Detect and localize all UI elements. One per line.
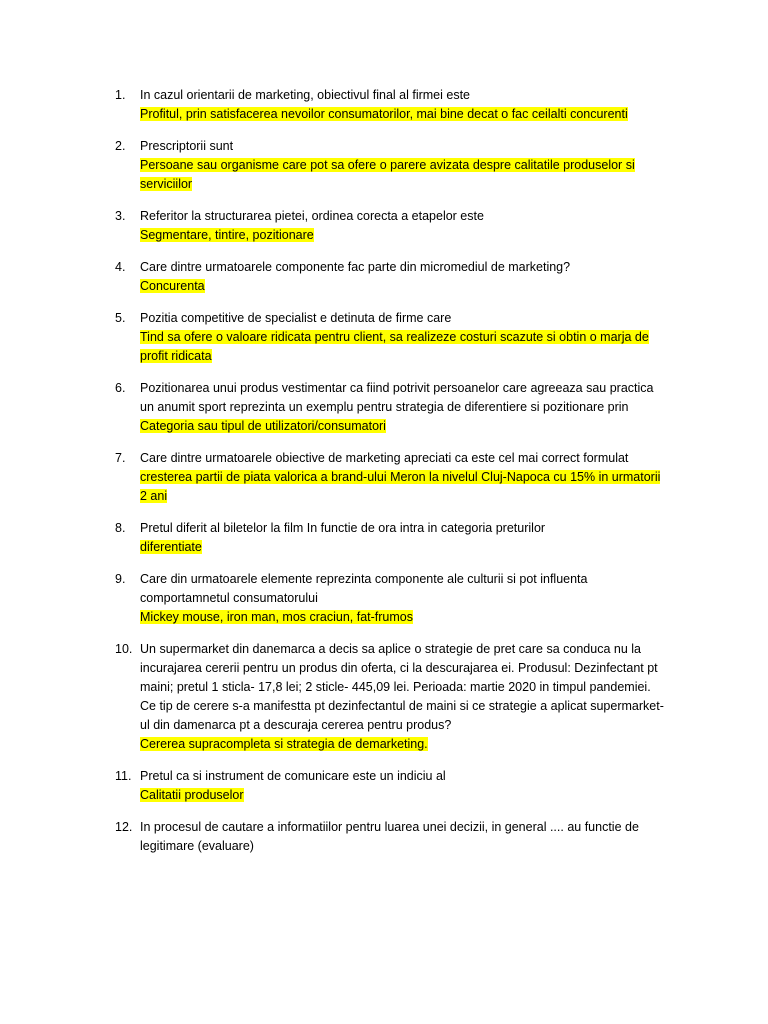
- answer-highlight: Calitatii produselor: [140, 788, 244, 802]
- answer-highlight: Mickey mouse, iron man, mos craciun, fat-frumos: [140, 610, 413, 624]
- item-number: 2.: [115, 139, 126, 153]
- question-text: In cazul orientarii de marketing, obiectivul final al firmei este: [140, 88, 471, 102]
- question-text: Pretul ca si instrument de comunicare este un indiciu al: [140, 769, 446, 783]
- answer-highlight: Cererea supracompleta si strategia de demarketing.: [140, 737, 428, 751]
- list-item: [115, 207, 668, 245]
- list-item: [115, 818, 668, 856]
- list-item: [115, 258, 668, 296]
- list-item: [115, 309, 668, 366]
- item-number: 7.: [115, 451, 126, 465]
- item-number: 5.: [115, 311, 126, 325]
- list-item: [115, 640, 668, 754]
- item-number: 3.: [115, 209, 126, 223]
- list-item: [115, 570, 668, 627]
- question-text: Care din urmatoarele elemente reprezinta componente ale culturii si pot influenta comportamnetul consumatorului: [140, 572, 588, 605]
- answer-highlight: Persoane sau organisme care pot sa ofere o parere avizata despre calitatile produselor si serviciilor: [140, 158, 635, 191]
- list-item: [115, 767, 668, 805]
- list-item: [115, 137, 668, 194]
- question-text: Pozitia competitive de specialist e detinuta de firme care: [140, 311, 452, 325]
- answer-highlight: Segmentare, tintire, pozitionare: [140, 228, 314, 242]
- answer-highlight: diferentiate: [140, 540, 202, 554]
- item-number: 8.: [115, 521, 126, 535]
- question-text: Pozitionarea unui produs vestimentar ca fiind potrivit persoanelor care agreeaza sau practica un anumit sport reprezinta un exemplu pentru strategia de diferentiere si pozitionare prin: [140, 381, 654, 414]
- item-number: 6.: [115, 381, 126, 395]
- list-item: [115, 379, 668, 436]
- list-item: [115, 449, 668, 506]
- item-number: 10.: [115, 642, 133, 656]
- answer-highlight: Concurenta: [140, 279, 205, 293]
- list-item: [115, 519, 668, 557]
- question-text: Prescriptorii sunt: [140, 139, 234, 153]
- question-text: In procesul de cautare a informatiilor pentru luarea unei decizii, in general .... au functie de legitimare (evaluare): [140, 820, 639, 853]
- item-number: 4.: [115, 260, 126, 274]
- item-number: 11.: [115, 769, 132, 783]
- list-item: [115, 86, 668, 124]
- item-number: 12.: [115, 820, 133, 834]
- question-text: Care dintre urmatoarele componente fac parte din micromediul de marketing?: [140, 260, 571, 274]
- question-followup-text: Ce tip de cerere s-a manifestta pt dezinfectantul de maini si ce strategie a aplicat supermarket-ul din damenarca pt a descuraja cererea pentru produs?: [140, 699, 664, 732]
- question-text: Care dintre urmatoarele obiective de marketing apreciati ca este cel mai correct formulat: [140, 451, 629, 465]
- answer-highlight: cresterea partii de piata valorica a brand-ului Meron la nivelul Cluj-Napoca cu 15% in urmatorii 2 ani: [140, 470, 661, 503]
- answer-highlight: Tind sa ofere o valoare ridicata pentru client, sa realizeze costuri scazute si obtin o marja de profit ridicata: [140, 330, 649, 363]
- question-text: Pretul diferit al biletelor la film In functie de ora intra in categoria preturilor: [140, 521, 546, 535]
- item-number: 9.: [115, 572, 126, 586]
- answer-highlight: Profitul, prin satisfacerea nevoilor consumatorilor, mai bine decat o fac ceilalti concurenti: [140, 107, 628, 121]
- question-text: Un supermarket din danemarca a decis sa aplice o strategie de pret care sa conduca nu la incurajarea cererii pentru un produs din oferta, ci la descurajarea ei. Produsul: Dezinfectant pt maini; pretul 1 sticla- 17,8 lei; 2 sticle- 445,09 lei. Perioada: martie 2020 in timpul pandemiei.: [140, 642, 658, 694]
- question-text: Referitor la structurarea pietei, ordinea corecta a etapelor este: [140, 209, 484, 223]
- answer-highlight: Categoria sau tipul de utilizatori/consumatori: [140, 419, 386, 433]
- item-number: 1.: [115, 88, 126, 102]
